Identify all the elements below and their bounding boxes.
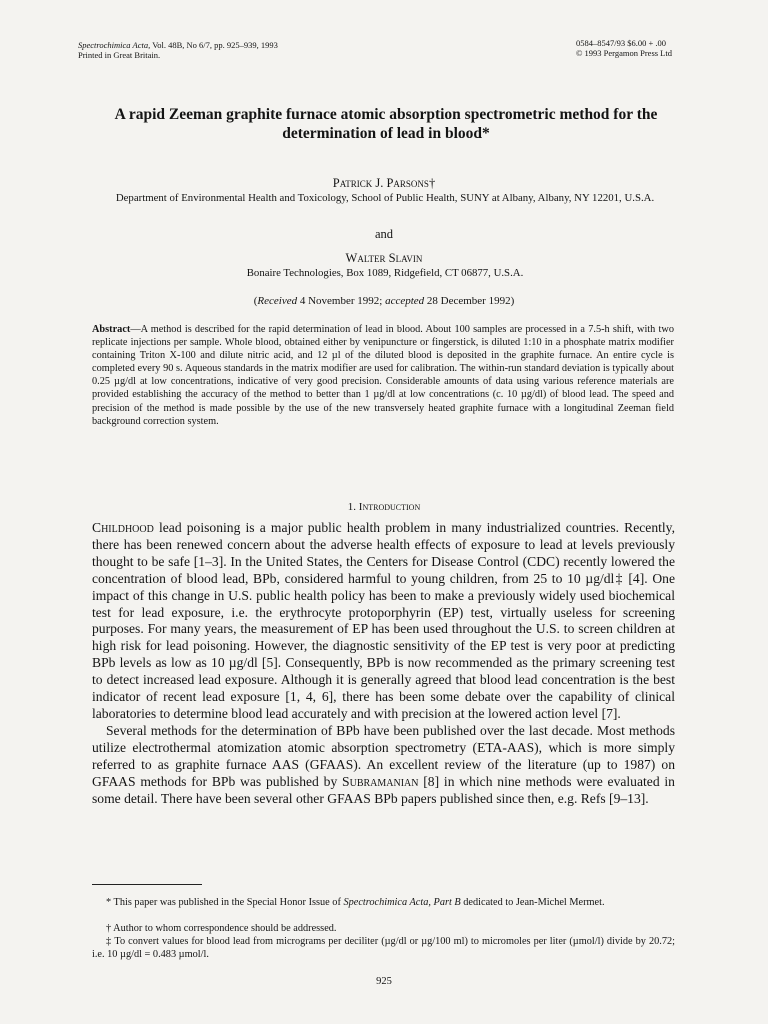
accepted-label: accepted [385, 295, 425, 307]
received-date: 4 November 1992; [297, 295, 386, 307]
journal-name: Spectrochimica Acta, [78, 40, 151, 50]
footnote-1 [92, 896, 675, 909]
paragraph-1-text: lead poisoning is a major public health problem in many industrialized countries. Recently, there has been renewed concern about the adverse health effects of exposure to lead at levels previously thought to be safe [1–3]. In the United States, the Centers for Disease Control (CDC) recently lowered the concentration of blood lead, BPb, considered harmful to young children, from 25 to 10 µg/dl‡ [4]. One impact of this change in U.S. public health policy has been to make a previously widely used biochemical test for lead exposure, i.e. the erythrocyte protoporphyrin (EP) test, virtually useless for screening purposes. For many years, the measurement of EP has been used throughout the U.S. to screen children at high risk for lead poisoning. However, the diagnostic sensitivity of the EP test is very poor at predicting BPb levels as low as 10 µg/dl [5]. Consequently, BPb is now recommended as the primary screening test to detect increased lead exposure. Although it is generally agreed that blood lead concentration is the best indicator of recent lead exposure [1, 4, 6], there has been some debate over the capability of clinical laboratories to determine blood lead accurately and with precision at the lowered action level [7]. [92, 520, 675, 721]
copyright-line: © 1993 Pergamon Press Ltd [575, 48, 672, 58]
paragraph-2-part2: [8] in which nine methods were evaluated in some detail. There have been several other GFAAS BPb papers published since then, e.g. Refs [9–13]. [92, 773, 675, 806]
author-name-1: Patrick J. Parsons† [332, 176, 436, 190]
publisher-info [576, 38, 672, 58]
volume-pages: Vol. 48B, No 6/7, pp. 925–939, 1993 [150, 40, 278, 50]
section-heading [0, 501, 768, 513]
author-affiliation-1: Department of Environmental Health and Toxicology, School of Public Health, SUNY at Albany, Albany, NY 12201, U.S.A. [115, 192, 655, 204]
accepted-date: 28 December 1992) [424, 295, 515, 307]
journal-citation [78, 40, 278, 60]
paper-title: A rapid Zeeman graphite furnace atomic absorption spectrometric method for the determination of lead in blood* [114, 106, 658, 142]
and-separator: and [374, 227, 394, 241]
printed-location: Printed in Great Britain. [78, 50, 161, 60]
author-name-2: Walter Slavin [345, 251, 423, 265]
paragraph-2 [92, 723, 675, 808]
author-affiliation-2: Bonaire Technologies, Box 1089, Ridgefield, CT 06877, U.S.A. [246, 267, 524, 279]
received-open: ( [253, 295, 258, 307]
paragraph-2-part1: Several methods for the determination of BPb have been published over the last decade. Most methods utilize electrothermal atomization atomic absorption spectrometry (ETA-AAS), which is more simply referred to as graphite furnace AAS (GFAAS). An excellent review of the literature (up to 1987) on GFAAS methods for BPb was published by [92, 722, 675, 789]
abstract [92, 323, 674, 428]
lead-word: Childhood [92, 520, 154, 535]
abstract-text: —A method is described for the rapid determination of lead in blood. About 100 samples are processed in a 7.5-h shift, with two replicate injections per sample. Whole blood, obtained either by venipuncture or fingerstick, is diluted 1:10 in a phosphate matrix modifier containing Triton X-100 and dilute nitric acid, and 12 µl of the diluted blood is deposited in the graphite furnace. An entire cycle is completed every 90 s. Aqueous standards in the matrix modifier are used for calibration. The within-run standard deviation is typically about 0.25 µg/dl at low concentrations, indicative of very good precision. Considerable amounts of data using various reference materials are provided establishing the accuracy of the method to better than 1 µg/dl at low concentrations (c. 10 µg/dl) of blood lead. The speed and precision of the method is made possible by the use of the new transversely heated graphite furnace with a longitudinal Zeeman field background correction system. [92, 324, 674, 427]
paragraph-1 [92, 520, 675, 723]
page-number: 925 [376, 976, 392, 987]
footnote-2: † Author to whom correspondence should be addressed. [106, 923, 337, 934]
cited-author: Subramanian [342, 773, 419, 789]
issn-price: 0584–8547/93 $6.00 + .00 [575, 38, 666, 48]
section-heading-text: 1. Introduction [347, 501, 421, 513]
footnote-1-journal: Spectrochimica Acta, Part B [343, 897, 461, 908]
received-label: Received [257, 295, 298, 307]
body-text [92, 520, 675, 807]
abstract-label: Abstract [92, 324, 131, 335]
footnote-1-post: dedicated to Jean-Michel Mermet. [460, 897, 605, 908]
received-dates [0, 295, 768, 307]
footnote-rule [92, 884, 202, 885]
footnote-1-pre: * This paper was published in the Special Honor Issue of [106, 897, 344, 908]
footnote-3: ‡ To convert values for blood lead from micrograms per deciliter (µg/dl or µg/100 ml) to micromoles per liter (µmol/l) divide by 20.72; i.e. 10 µg/dl = 0.483 µmol/l. [92, 936, 675, 960]
